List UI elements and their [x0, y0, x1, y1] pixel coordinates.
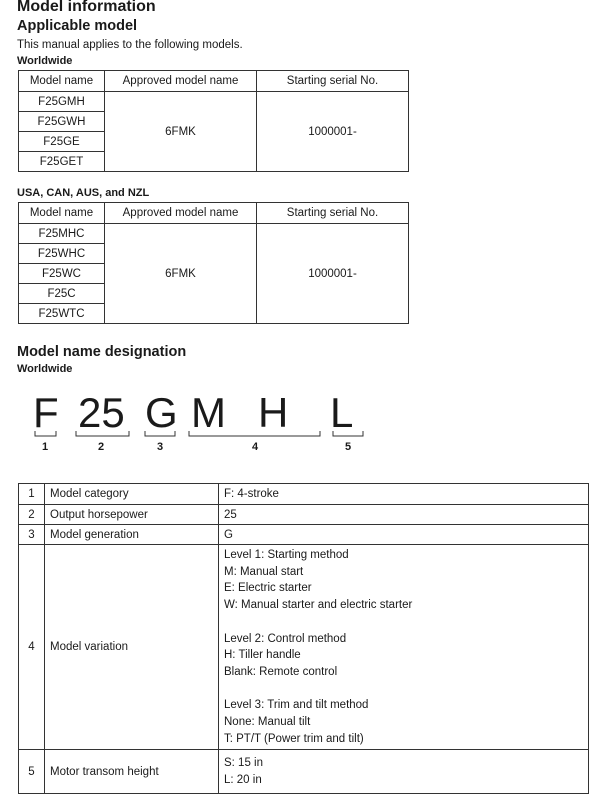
- level1-title: Level 1: Starting method: [224, 549, 349, 561]
- bracket-2: [76, 431, 129, 436]
- approved-model-cell: 6FMK: [105, 92, 257, 172]
- row-label: Model generation: [45, 525, 219, 545]
- level2-option: Blank: Remote control: [224, 665, 338, 678]
- level3-option: T: PT/T (Power trim and tilt): [224, 732, 364, 745]
- serial-cell: 1000001-: [257, 224, 409, 324]
- table-row: [19, 545, 589, 750]
- level1-option: E: Electric starter: [224, 582, 312, 595]
- level3-title: Level 3: Trim and tilt method: [224, 699, 369, 712]
- bracket-5: [333, 431, 363, 436]
- level2-option: H: Tiller handle: [224, 649, 301, 662]
- row-label: Model variation: [45, 545, 219, 750]
- row-label: Motor transom height: [45, 750, 219, 794]
- row-number: 1: [19, 484, 45, 505]
- transom-option: L: 20 in: [224, 773, 262, 786]
- transom-option: S: 15 in: [224, 757, 263, 770]
- model-name-cell: F25GWH: [19, 112, 105, 132]
- designation-char-l: L: [330, 389, 354, 436]
- level1-option: M: Manual start: [224, 565, 304, 578]
- row-value: 25: [219, 505, 589, 525]
- designation-heading: Model name designation: [17, 344, 187, 360]
- header-model-name: Model name: [19, 71, 105, 92]
- table-row: [19, 505, 589, 525]
- model-name-cell: F25GET: [19, 152, 105, 172]
- designation-index-5: 5: [345, 441, 352, 453]
- bracket-1: [35, 431, 56, 436]
- designation-char-f: F: [33, 389, 59, 436]
- level1-option: W: Manual starter and electric starter: [224, 599, 413, 612]
- row-number: 4: [19, 545, 45, 750]
- designation-index-3: 3: [157, 441, 164, 453]
- table-row: [19, 484, 589, 505]
- applicable-model-heading: Applicable model: [17, 18, 138, 34]
- designation-index-4: 4: [252, 441, 259, 453]
- bracket-4: [189, 431, 320, 436]
- model-name-cell: F25MHC: [19, 224, 105, 244]
- serial-cell: 1000001-: [257, 92, 409, 172]
- row-label: Output horsepower: [45, 505, 219, 525]
- header-starting-serial: Starting serial No.: [257, 203, 409, 224]
- transom-values: [219, 750, 589, 794]
- region-usa-label: USA, CAN, AUS, and NZL: [17, 187, 150, 199]
- level2-title: Level 2: Control method: [224, 632, 347, 645]
- row-value: F: 4-stroke: [219, 484, 589, 505]
- region-worldwide-label: Worldwide: [17, 55, 73, 67]
- model-name-cell: F25GMH: [19, 92, 105, 112]
- designation-region-label: Worldwide: [17, 363, 73, 375]
- designation-char-g: G: [145, 389, 178, 436]
- model-name-cell: F25WC: [19, 264, 105, 284]
- row-label: Model category: [45, 484, 219, 505]
- bracket-3: [145, 431, 175, 436]
- page-title: Model information: [17, 0, 156, 15]
- variation-details: [219, 545, 589, 750]
- row-value: G: [219, 525, 589, 545]
- designation-index-2: 2: [98, 441, 105, 453]
- model-name-cell: F25C: [19, 284, 105, 304]
- header-approved-model-name: Approved model name: [105, 71, 257, 92]
- model-name-cell: F25WHC: [19, 244, 105, 264]
- designation-char-25: 25: [78, 389, 125, 436]
- model-name-cell: F25GE: [19, 132, 105, 152]
- designation-spec-table: [18, 483, 589, 794]
- header-approved-model-name: Approved model name: [105, 203, 257, 224]
- approved-model-cell: 6FMK: [105, 224, 257, 324]
- designation-char-m: M: [191, 389, 226, 436]
- level3-option: None: Manual tilt: [224, 716, 311, 728]
- table-row: [19, 525, 589, 545]
- table-row: [19, 750, 589, 794]
- intro-text: This manual applies to the following models.: [17, 39, 243, 51]
- row-number: 3: [19, 525, 45, 545]
- row-number: 2: [19, 505, 45, 525]
- header-starting-serial: Starting serial No.: [257, 71, 409, 92]
- designation-index-1: 1: [42, 441, 49, 453]
- row-number: 5: [19, 750, 45, 794]
- model-name-cell: F25WTC: [19, 304, 105, 324]
- designation-char-h: H: [258, 389, 289, 436]
- header-model-name: Model name: [19, 203, 105, 224]
